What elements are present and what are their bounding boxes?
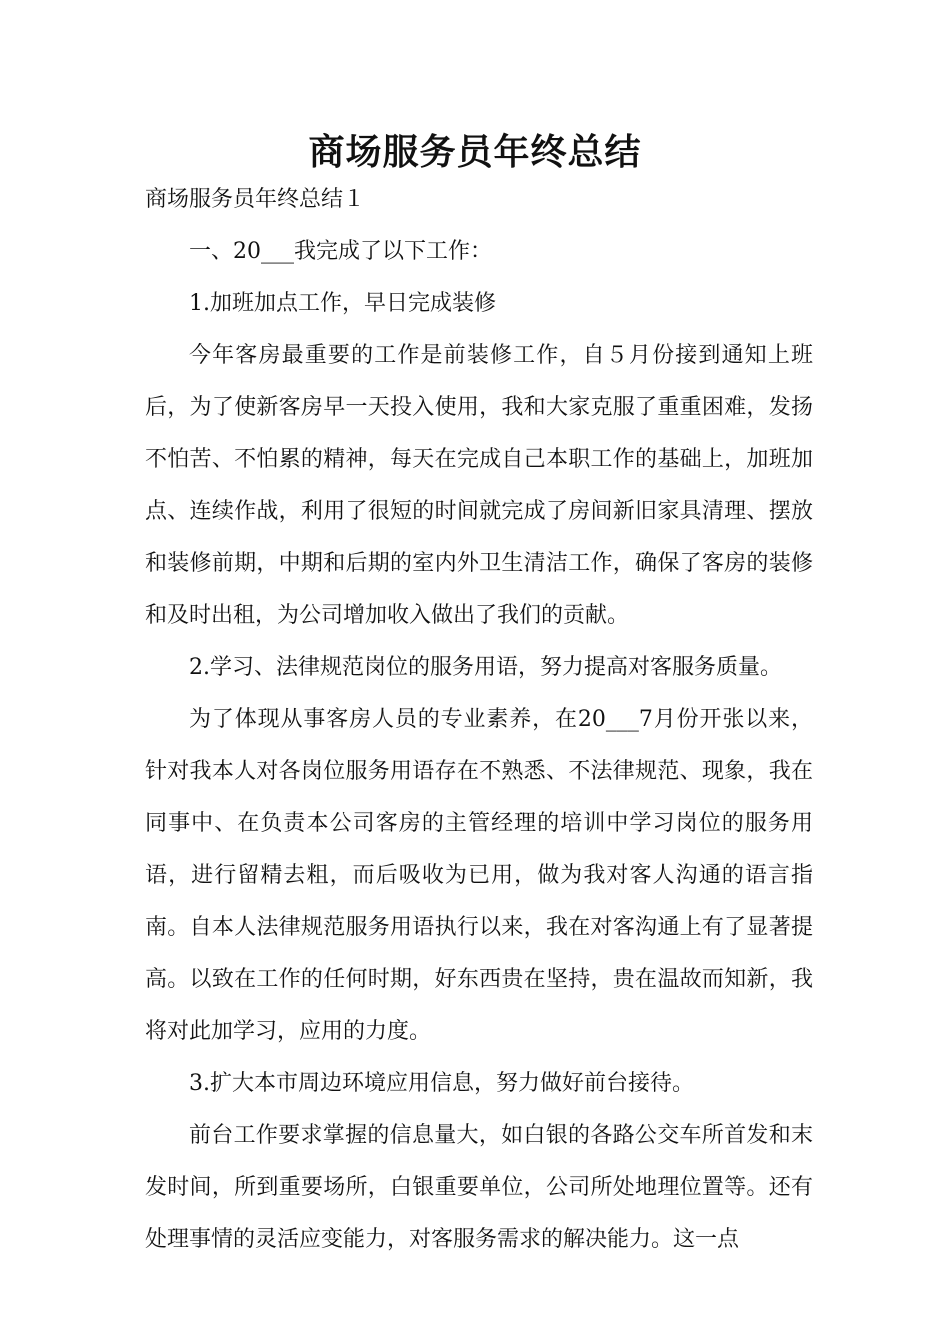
paragraph-2: 为了体现从事客房人员的专业素养，在20___7月份开张以来，针对我本人对各岗位服务用语存在不熟悉、不法律规范、现象，我在同事中、在负责本公司客房的主管经理的培训中学习岗位的服务用语，进行留精去粗，而后吸收为已用，做为我对客人沟通的语言指南。自本人法律规范服务用语执行以来，我在对客沟通上有了显著提高。以致在工作的任何时期，好东西贵在坚持，贵在温故而知新，我将对此加学习，应用的力度。 <box>145 707 813 1044</box>
section-heading: 一、20___我完成了以下工作： <box>189 239 492 264</box>
item-heading-3: 3.扩大本市周边环境应用信息，努力做好前台接待。 <box>189 1071 694 1096</box>
item-heading-1: 1.加班加点工作，早日完成装修 <box>189 291 496 316</box>
document-title: 商场服务员年终总结 <box>308 132 642 173</box>
item-heading-2: 2.学习、法律规范岗位的服务用语，努力提高对客服务质量。 <box>189 655 782 680</box>
document-body <box>145 174 813 1266</box>
document-subtitle: 商场服务员年终总结１ <box>145 187 366 212</box>
paragraph-3: 前台工作要求掌握的信息量大，如白银的各路公交车所首发和末发时间，所到重要场所，白银重要单位，公司所处地理位置等。还有处理事情的灵活应变能力，对客服务需求的解决能力。这一点 <box>145 1123 813 1252</box>
paragraph-1: 今年客房最重要的工作是前装修工作，自５月份接到通知上班后，为了使新客房早一天投入使用，我和大家克服了重重困难，发扬不怕苦、不怕累的精神，每天在完成自己本职工作的基础上，加班加点、连续作战，利用了很短的时间就完成了房间新旧家具清理、摆放和装修前期，中期和后期的室内外卫生清洁工作，确保了客房的装修和及时出租，为公司增加收入做出了我们的贡献。 <box>145 343 813 628</box>
